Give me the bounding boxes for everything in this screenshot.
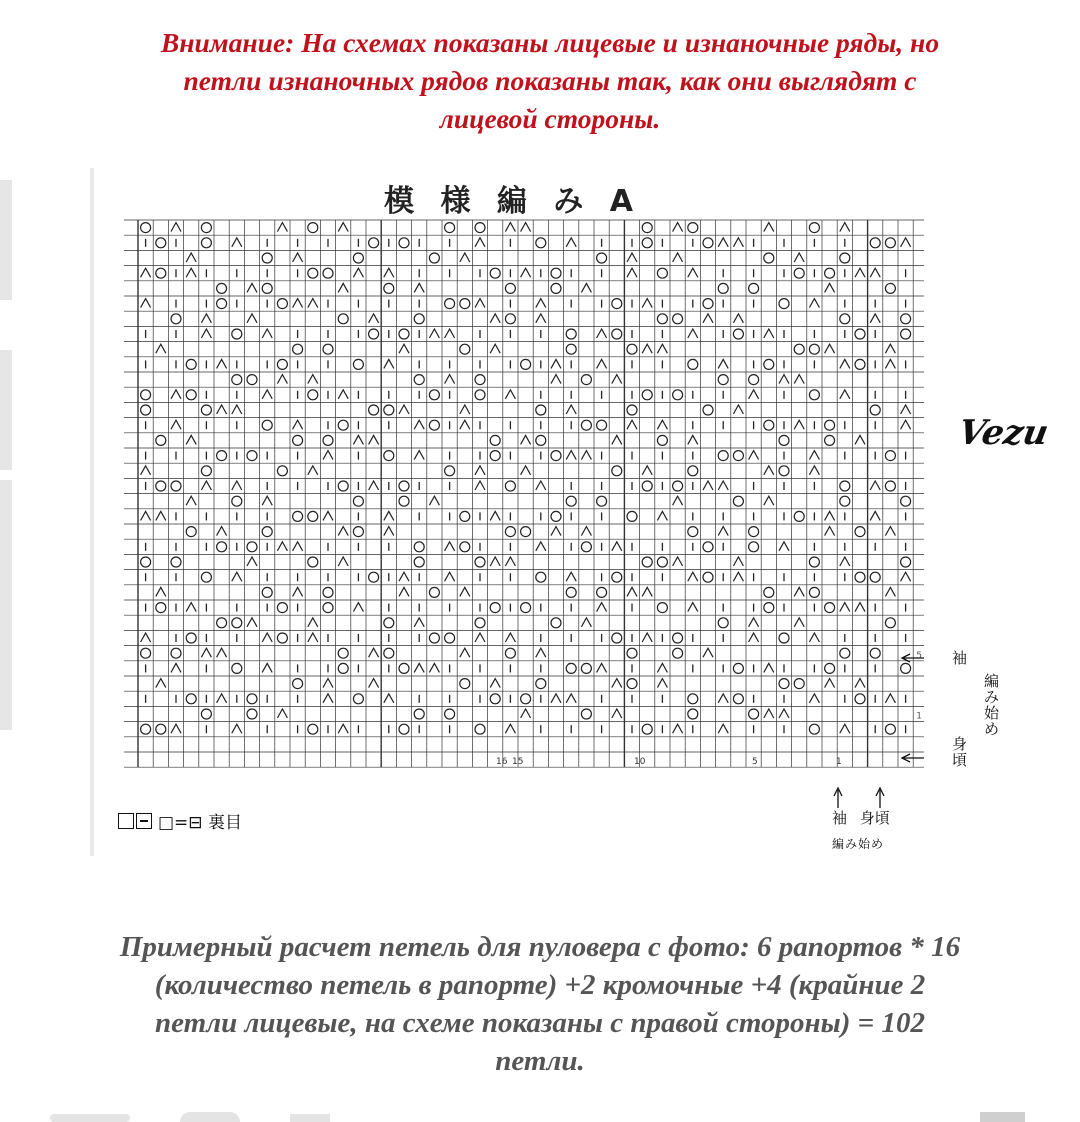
knitting-chart-image <box>90 168 1052 856</box>
bottom-label-body: 身頃 <box>859 809 890 827</box>
warning-line-2: петли изнаночных рядов показаны так, как они выглядят с <box>183 65 917 96</box>
empty-square-icon <box>118 813 134 829</box>
legend <box>118 808 242 833</box>
right-label-sleeve: 袖 <box>952 649 968 667</box>
bottom-label-start: 編み始め <box>832 837 885 851</box>
column-number: 16 <box>496 757 508 768</box>
warning-line-1: Внимание: На схемах показаны лицевые и изнаночные ряды, но <box>160 27 940 58</box>
warning-text <box>50 24 1050 138</box>
purl-square-icon <box>136 813 152 829</box>
nav-back-icon[interactable] <box>50 1114 130 1122</box>
note-line-4: петли. <box>495 1045 585 1077</box>
column-number: 5 <box>752 757 758 768</box>
navigation-bar <box>0 1110 1080 1122</box>
warning-line-3: лицевой стороны. <box>439 103 661 134</box>
bottom-note <box>40 928 1040 1080</box>
bottom-label-sleeve: 袖 <box>832 809 848 827</box>
column-number: 10 <box>634 757 646 768</box>
knitting-chart-grid <box>94 168 924 856</box>
legend-text: □=⊟ 裏目 <box>158 813 242 833</box>
signature: Vezu <box>955 413 1052 453</box>
nav-home-icon[interactable] <box>180 1112 240 1122</box>
right-label-start: 編み始め <box>984 672 1000 738</box>
row-number: 1 <box>916 711 922 722</box>
chart-title: 模 様 編 み A <box>384 184 641 219</box>
column-number: 1 <box>836 757 842 768</box>
right-label-body: 身頃 <box>952 735 968 769</box>
nav-menu-icon[interactable] <box>980 1112 1025 1122</box>
start-arrows <box>834 654 924 808</box>
note-line-1: Примерный расчет петель для пуловера с фото: 6 рапортов * 16 <box>119 931 961 963</box>
column-number: 15 <box>512 757 524 768</box>
left-edge-strip <box>0 180 12 730</box>
bottom-labels <box>832 810 922 826</box>
note-line-3: петли лицевые, на схеме показаны с правой стороны) = 102 <box>155 1007 925 1039</box>
row-number: 5 <box>916 650 922 661</box>
nav-recent-icon[interactable] <box>290 1114 330 1122</box>
note-line-2: (количество петель в рапорте) +2 кромочные +4 (крайние 2 <box>154 969 926 1001</box>
